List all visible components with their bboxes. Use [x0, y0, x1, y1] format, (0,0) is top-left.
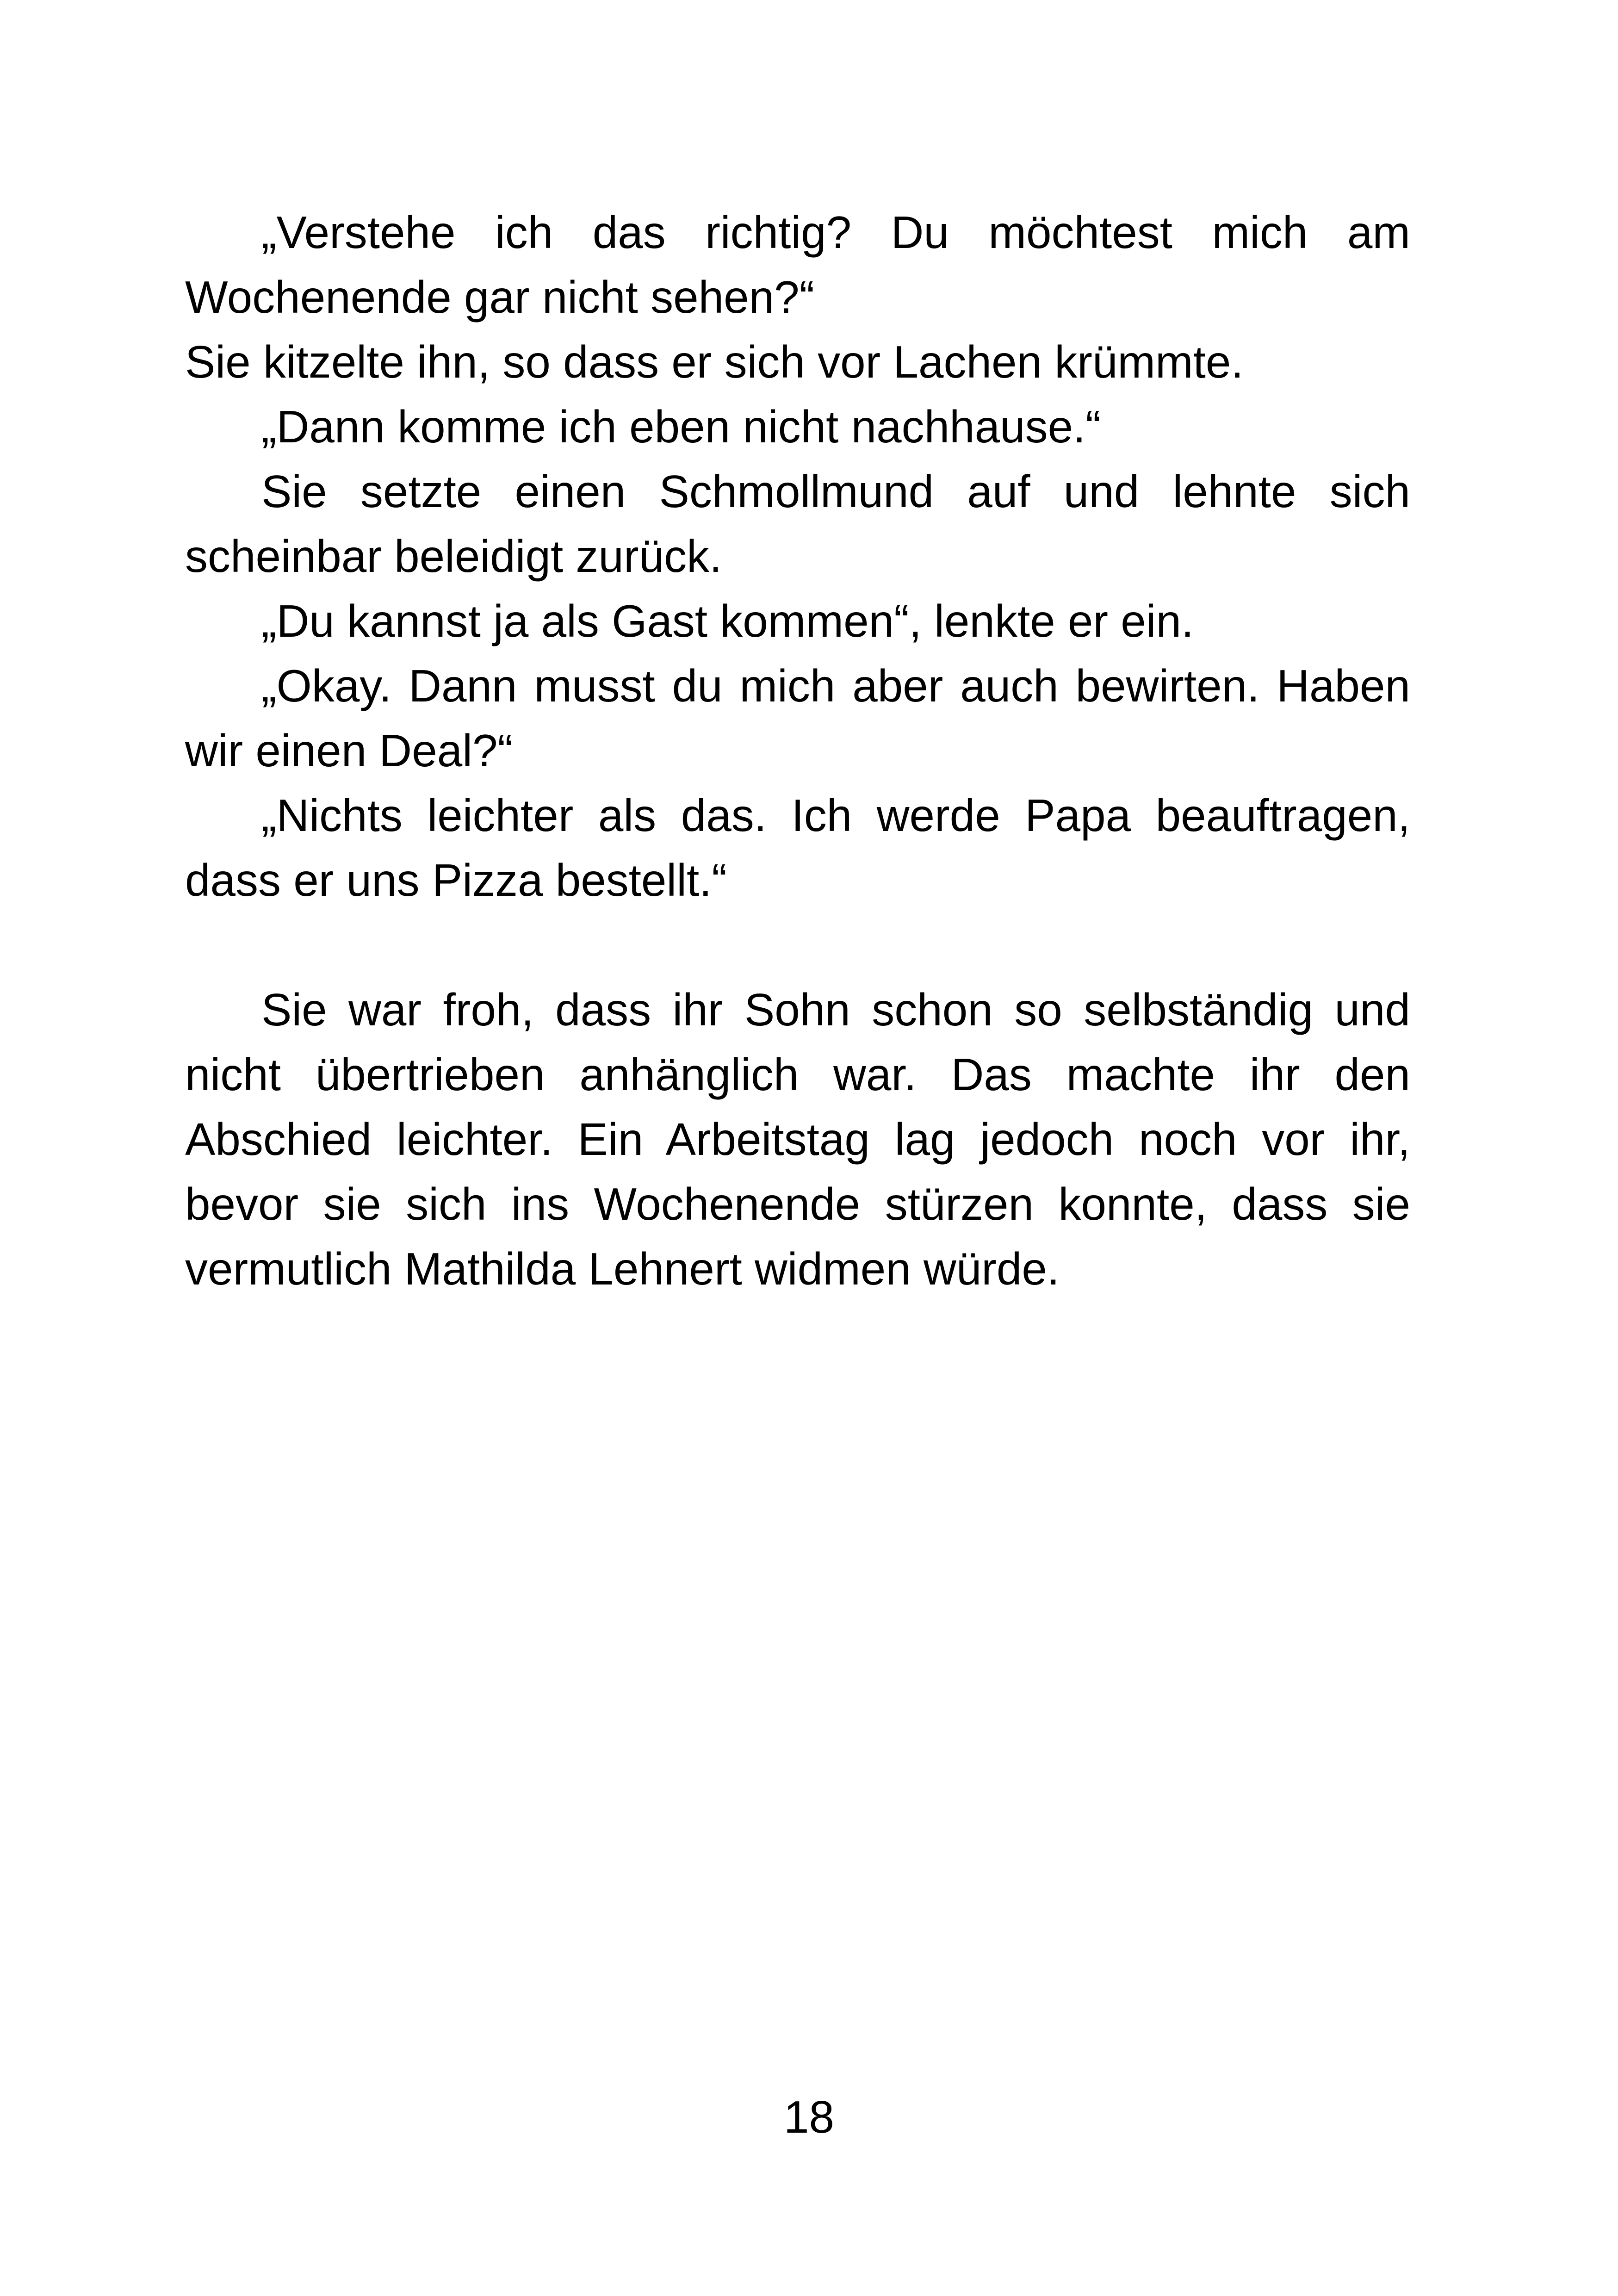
paragraph-dialogue-1: „Verstehe ich das richtig? Du möchtest mich am Wochenende gar nicht sehen?“: [185, 207, 1410, 323]
paragraph-narration-2: Sie setzte einen Schmollmund auf und lehnte sich scheinbar beleidigt zurück.: [185, 466, 1410, 582]
paragraph-dialogue-3: „Du kannst ja als Gast kommen“, lenkte er ein.: [261, 596, 1194, 646]
paragraph-dialogue-2: „Dann komme ich eben nicht nachhause.“: [261, 401, 1101, 452]
paragraph-dialogue-5: „Nichts leichter als das. Ich werde Papa beauftragen, dass er uns Pizza bestellt.“: [185, 790, 1410, 906]
body-text: [185, 200, 1410, 1301]
paragraph-narration-1: Sie kitzelte ihn, so dass er sich vor Lachen krümmte.: [185, 336, 1244, 387]
paragraph-dialogue-4: „Okay. Dann musst du mich aber auch bewirten. Haben wir einen Deal?“: [185, 660, 1410, 776]
page-number: 18: [783, 2091, 834, 2142]
paragraph-narration-3: Sie war froh, dass ihr Sohn schon so selbständig und nicht übertrieben anhänglich war. Das machte ihr den Abschied leichter. Ein Arbeitstag lag jedoch noch vor ihr, bevor sie sich ins Wochenende stürzen konnte, dass sie vermutlich Mathilda Lehnert widmen würde.: [185, 984, 1410, 1294]
section-spacer: [185, 912, 1410, 977]
